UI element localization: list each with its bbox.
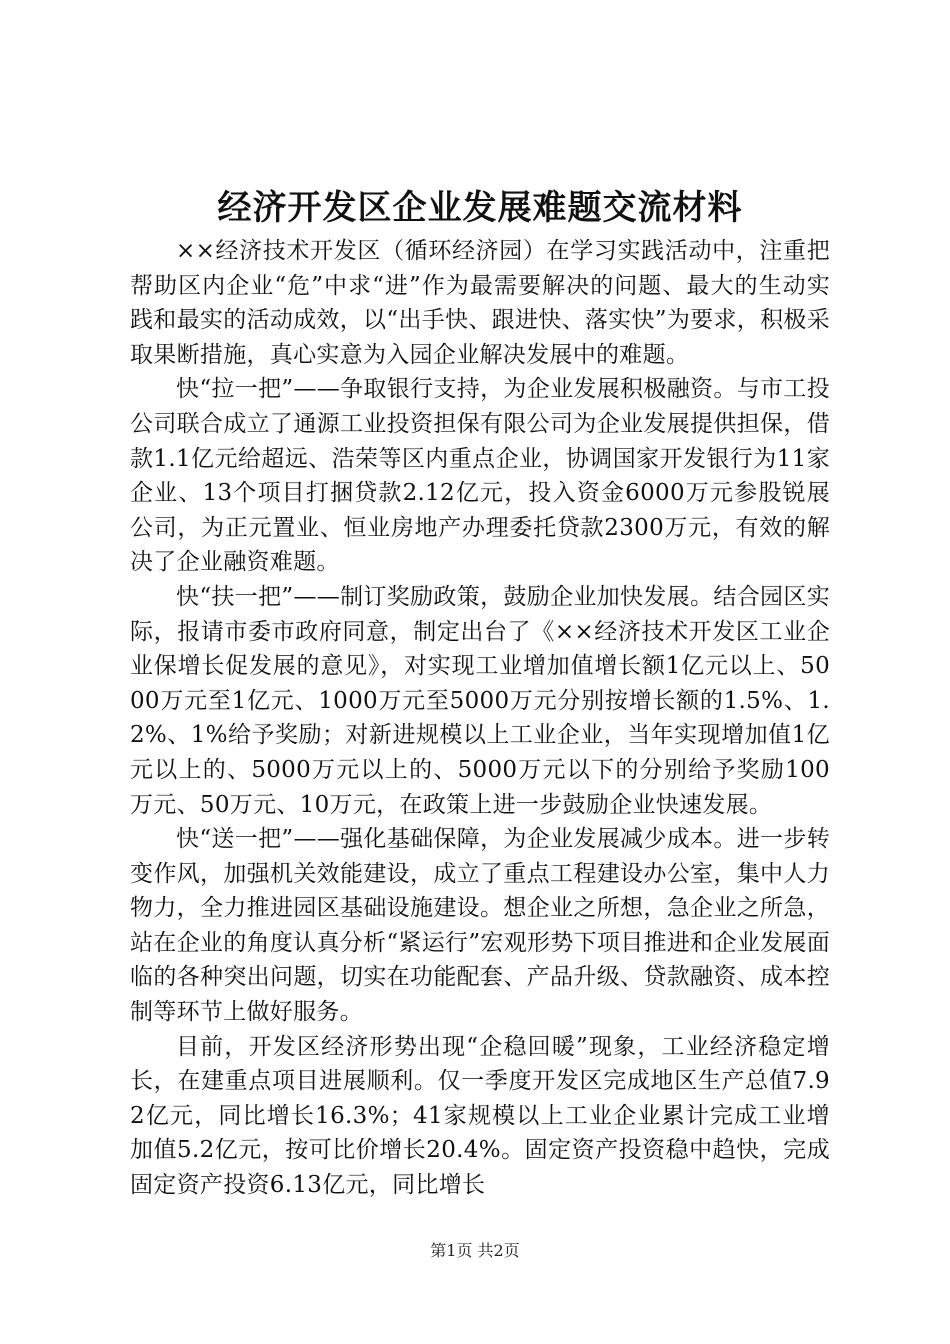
paragraph-incentive-policy: 快“扶一把”——制订奖励政策，鼓励企业加快发展。结合园区实际，报请市委市政府同意，制定出台了《××经济技术开发区工业企业保增长促发展的意见》，对实现工业增加值增长额1亿元以上、5000万元至1亿元、1000万元至5000万元分别按增长额的1.5%、1.2%、1%给予奖励；对新进规模以上工业企业，当年实现增加值1亿元以上的、5000万元以上的、5000万元以下的分别给予奖励100万元、50万元、10万元，在政策上进一步鼓励企业快速发展。 [130, 583, 830, 818]
paragraph-current-status: 目前，开发区经济形势出现“企稳回暖”现象，工业经济稳定增长，在建重点项目进展顺利。仅一季度开发区完成地区生产总值7.92亿元，同比增长16.3%；41家规模以上工业企业累计完成工业增加值5.2亿元，按可比价增长20.4%。固定资产投资稳中趋快，完成固定资产投资6.13亿元，同比增长 [130, 1033, 830, 1199]
paragraph-intro: ××经济技术开发区（循环经济园）在学习实践活动中，注重把帮助区内企业“危”中求“进”作为最需要解决的问题、最大的生动实践和最实的活动成效，以“出手快、跟进快、落实快”为要求，积极采取果断措施，真心实意为入园企业解决发展中的难题。 [130, 238, 830, 368]
document-body [130, 234, 830, 1203]
document-title: 经济开发区企业发展难题交流材料 [217, 188, 743, 228]
paragraph-financing: 快“拉一把”——争取银行支持，为企业发展积极融资。与市工投公司联合成立了通源工业投资担保有限公司为企业发展提供担保，借款1.1亿元给超远、浩荣等区内重点企业，协调国家开发银行为11家企业、13个项目打捆贷款2.12亿元，投入资金6000万元参股锐展公司，为正元置业、恒业房地产办理委托贷款2300万元，有效的解决了企业融资难题。 [130, 376, 830, 576]
page-footer: 第1页 共2页 [430, 1241, 520, 1260]
paragraph-infrastructure: 快“送一把”——强化基础保障，为企业发展减少成本。进一步转变作风，加强机关效能建设，成立了重点工程建设办公室，集中人力物力，全力推进园区基础设施建设。想企业之所想，急企业之所急，站在企业的角度认真分析“紧运行”宏观形势下项目推进和企业发展面临的各种突出问题，切实在功能配套、产品升级、贷款融资、成本控制等环节上做好服务。 [130, 826, 830, 1026]
